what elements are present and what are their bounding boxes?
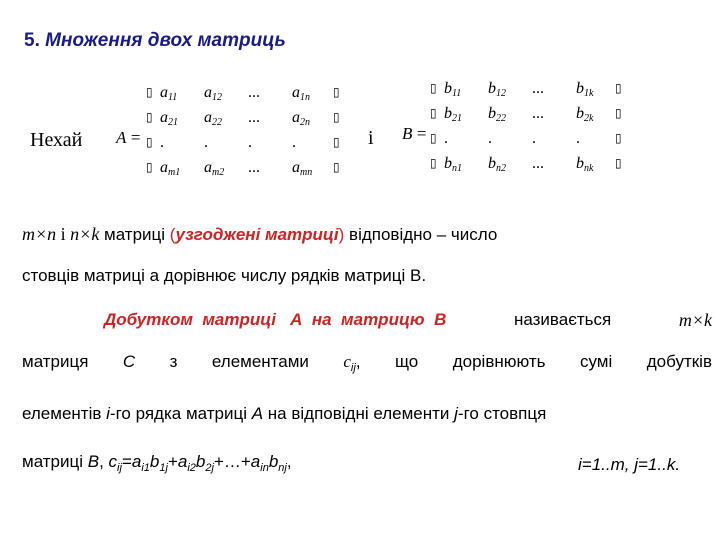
row-of-matrix: -го рядка матриці bbox=[109, 404, 252, 423]
consistent-matrices: узгоджені матриці bbox=[175, 225, 339, 244]
matrix-b-name: B bbox=[402, 124, 413, 143]
matrix-b-entry-2-4: $b_{2k}$ bbox=[576, 105, 594, 124]
dim-result: m×k bbox=[678, 310, 712, 330]
matrix-word: матриця bbox=[22, 352, 89, 371]
matrix-b-entry-2-3: ... bbox=[532, 105, 544, 122]
matrix-c: C bbox=[122, 352, 136, 371]
to-corresponding: на відповідні елементи bbox=[263, 404, 455, 423]
formula-term-5: $b_{1j}$ bbox=[149, 452, 168, 474]
let-label: Нехай bbox=[30, 129, 83, 151]
matrix-a-left-bracket: ▯ ▯ ▯ ▯ bbox=[146, 85, 153, 174]
matrix-b-entry-3-3: . bbox=[532, 130, 536, 147]
page-title bbox=[24, 30, 286, 52]
index-range: i=1..m, j=1..k. bbox=[578, 455, 681, 474]
matrix-a-entry-1-2: $a_{12}$ bbox=[204, 84, 222, 103]
paren-open: ( bbox=[169, 225, 176, 244]
title-text: Множення двох матриць bbox=[45, 30, 286, 51]
formula-term-8: $b_{2j}$ bbox=[195, 452, 214, 474]
matrix-a-entry-3-4: . bbox=[292, 134, 296, 151]
matrix-b-entry-1-4: $b_{1k}$ bbox=[576, 80, 594, 99]
products-word: добутків bbox=[646, 352, 712, 371]
formula-term-4: $a_{i1}$ bbox=[131, 452, 150, 474]
matrix-a-entry-4-4: $a_{mn}$ bbox=[292, 159, 313, 178]
element-c: c bbox=[343, 352, 351, 371]
matrix-b-entry-3-1: . bbox=[444, 130, 448, 147]
called-word: називається bbox=[513, 310, 612, 329]
paren-close: ) bbox=[338, 225, 345, 244]
line-row-column bbox=[22, 404, 712, 424]
line-dimensions bbox=[22, 224, 497, 245]
index-i: i bbox=[106, 404, 110, 423]
matrix-a-entry-2-1: $a_{21}$ bbox=[160, 109, 178, 128]
column-word: -го стовпця bbox=[457, 404, 547, 423]
comma: , bbox=[355, 352, 361, 371]
and-label: і bbox=[368, 127, 374, 149]
formula-term-9: +…+ bbox=[213, 452, 251, 471]
elements-word: елементами bbox=[211, 352, 309, 371]
dim-b: n×k bbox=[70, 224, 100, 244]
matrix-a bbox=[160, 80, 336, 180]
and-word: і bbox=[56, 224, 71, 244]
product-definition: Добутком матриці А на матрицю В bbox=[104, 310, 447, 329]
line-columns-rows: стовців матриці а дорівнює числу рядків матриці В. bbox=[22, 266, 427, 285]
product-formula bbox=[99, 452, 292, 474]
matrix-a-entry-2-4: $a_{2n}$ bbox=[292, 109, 310, 128]
matrix-b-entry-1-1: $b_{11}$ bbox=[444, 80, 462, 99]
matrix-b-ref: B bbox=[87, 452, 100, 471]
matrix-a-entry-2-3: ... bbox=[248, 109, 260, 126]
that-word: що bbox=[395, 352, 419, 371]
line1-rest: відповідно – число bbox=[344, 225, 498, 244]
title-number: 5. bbox=[24, 30, 40, 51]
matrix-b-entry-4-4: $b_{nk}$ bbox=[576, 155, 594, 174]
formula-term-12: , bbox=[286, 452, 292, 471]
matrix-b-entry-2-1: $b_{21}$ bbox=[444, 105, 462, 124]
line-definition bbox=[104, 310, 712, 331]
elements-of: елементів bbox=[22, 404, 107, 423]
matrix-a-entry-2-2: $a_{22}$ bbox=[204, 109, 222, 128]
matrix-b-lhs bbox=[402, 124, 426, 144]
matrix-b-equals: = bbox=[416, 124, 427, 143]
matrix-b-entry-3-4: . bbox=[576, 130, 580, 147]
matrix-a-right-bracket: ▯ ▯ ▯ ▯ bbox=[333, 85, 340, 174]
line-formula bbox=[22, 452, 292, 474]
matrix-a-entry-4-2: $a_{m2}$ bbox=[204, 159, 225, 178]
matrix-b-entry-4-3: ... bbox=[532, 155, 544, 172]
formula-term-7: $a_{i2}$ bbox=[177, 452, 196, 474]
matrix-a-entry-1-3: ... bbox=[248, 84, 260, 101]
matrix-a-entry-4-1: $a_{m1}$ bbox=[160, 159, 181, 178]
with-word: з bbox=[169, 352, 178, 371]
formula-term-11: $b_{nj}$ bbox=[268, 452, 287, 474]
matrix-b-entry-3-2: . bbox=[488, 130, 492, 147]
matrix-b-entry-2-2: $b_{22}$ bbox=[488, 105, 506, 124]
matrix-b bbox=[444, 76, 620, 176]
sum-word: сумі bbox=[579, 352, 613, 371]
matrix-of: матриці bbox=[22, 452, 88, 471]
matrix-a-name: A bbox=[116, 128, 127, 147]
dim-a: m×n bbox=[22, 224, 57, 244]
matrix-a-lhs bbox=[116, 128, 140, 148]
matrix-a-entry-1-4: $a_{1n}$ bbox=[292, 84, 310, 103]
matrix-a-entry-3-2: . bbox=[204, 134, 208, 151]
matrices-word: матриці bbox=[99, 225, 170, 244]
matrix-b-left-bracket: ▯ ▯ ▯ ▯ bbox=[430, 81, 437, 170]
formula-term-10: $a_{in}$ bbox=[250, 452, 269, 474]
line-elements bbox=[22, 352, 712, 374]
matrix-b-entry-4-2: $b_{n2}$ bbox=[488, 155, 506, 174]
matrix-a-entry-3-3: . bbox=[248, 134, 252, 151]
element-c-sub: ij bbox=[350, 362, 356, 374]
formula-term-6: + bbox=[167, 452, 178, 471]
matrix-a-entry-3-1: . bbox=[160, 134, 164, 151]
formula-term-2: $c_{ij}$ bbox=[108, 452, 122, 474]
equal-word: дорівнюють bbox=[452, 352, 546, 371]
index-j: j bbox=[454, 404, 458, 423]
matrix-b-entry-1-3: ... bbox=[532, 80, 544, 97]
matrix-a-ref: A bbox=[251, 404, 264, 423]
matrix-a-entry-4-3: ... bbox=[248, 159, 260, 176]
formula-term-1: , bbox=[99, 452, 109, 471]
matrix-a-equals: = bbox=[130, 128, 141, 147]
formula-term-3: = bbox=[121, 452, 132, 471]
matrix-a-entry-1-1: $a_{11}$ bbox=[160, 84, 178, 103]
matrix-b-entry-4-1: $b_{n1}$ bbox=[444, 155, 462, 174]
matrix-b-right-bracket: ▯ ▯ ▯ ▯ bbox=[615, 81, 622, 170]
matrix-b-entry-1-2: $b_{12}$ bbox=[488, 80, 506, 99]
